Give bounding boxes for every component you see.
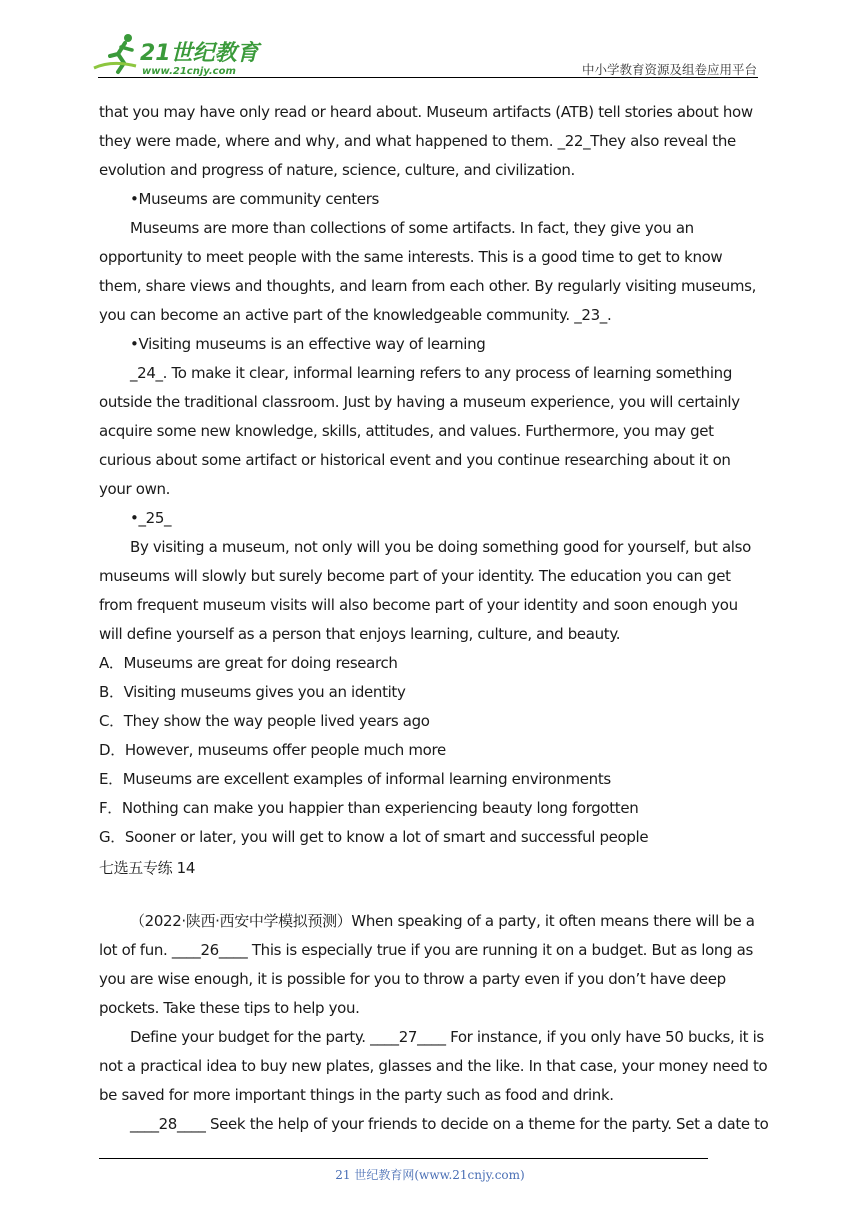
text-line: curious about some artifact or historical event and you continue researching about it on (99, 451, 731, 469)
text-line: _24_. To make it clear, informal learning refers to any process of learning something (130, 364, 732, 382)
option-d: D．However, museums offer people much more (99, 741, 446, 759)
spacer (99, 885, 767, 907)
text-line: you are wise enough, it is possible for you to throw a party even if you don’t have deep (99, 970, 726, 988)
section-heading: •_25_ (130, 509, 172, 527)
text-line: （2022·陕西·西安中学模拟预测）When speaking of a party, it often means there will be a (130, 912, 755, 930)
text-line: opportunity to meet people with the same interests. This is a good time to get to know (99, 248, 723, 266)
text-line: your own. (99, 480, 171, 498)
text-line: them, share views and thoughts, and learn from each other. By regularly visiting museums, (99, 277, 757, 295)
footer-divider (99, 1158, 708, 1159)
header-divider (98, 77, 758, 78)
text-line: that you may have only read or heard about. Museum artifacts (ATB) tell stories about how (99, 103, 753, 121)
page-footer: 21 世纪教育网(www.21cnjy.com) (335, 1168, 525, 1182)
option-e: E．Museums are excellent examples of informal learning environments (99, 770, 611, 788)
running-figure-icon (94, 34, 136, 72)
option-b: B．Visiting museums gives you an identity (99, 683, 406, 701)
text-line: you can become an active part of the knowledgeable community. _23_. (99, 306, 612, 324)
text-line: Museums are more than collections of some artifacts. In fact, they give you an (130, 219, 694, 237)
text-line: pockets. Take these tips to help you. (99, 999, 360, 1017)
page-header (0, 0, 860, 80)
option-f: F．Nothing can make you happier than experiencing beauty long forgotten (99, 799, 639, 817)
document-body (99, 98, 767, 1139)
text-line: they were made, where and why, and what happened to them. _22_They also reveal the (99, 132, 736, 150)
section-heading: •Visiting museums is an effective way of learning (130, 335, 486, 353)
text-line: will define yourself as a person that enjoys learning, culture, and beauty. (99, 625, 621, 643)
logo (92, 30, 262, 78)
text-line: be saved for more important things in the party such as food and drink. (99, 1086, 614, 1104)
option-g: G．Sooner or later, you will get to know a lot of smart and successful people (99, 828, 649, 846)
text-line: not a practical idea to buy new plates, glasses and the like. In that case, your money need to (99, 1057, 768, 1075)
logo-text: 21世纪教育 (140, 41, 259, 66)
text-line: museums will slowly but surely become part of your identity. The education you can get (99, 567, 731, 585)
option-c: C．They show the way people lived years ago (99, 712, 430, 730)
text-line: acquire some new knowledge, skills, attitudes, and values. Furthermore, you may get (99, 422, 714, 440)
text-line: Define your budget for the party. ____27____ For instance, if you only have 50 bucks, it is (130, 1028, 764, 1046)
text-line: ____28____ Seek the help of your friends to decide on a theme for the party. Set a date to (130, 1115, 769, 1133)
section-title: 七选五专练 14 (99, 859, 196, 877)
text-line: By visiting a museum, not only will you be doing something good for yourself, but also (130, 538, 751, 556)
logo-url: www.21cnjy.com (142, 66, 236, 77)
option-a: A．Museums are great for doing research (99, 654, 398, 672)
text-line: from frequent museum visits will also become part of your identity and soon enough you (99, 596, 738, 614)
section-heading: •Museums are community centers (130, 190, 379, 208)
text-line: lot of fun. ____26____ This is especially true if you are running it on a budget. But as long as (99, 941, 753, 959)
platform-name: 中小学教育资源及组卷应用平台 (581, 62, 757, 77)
text-line: evolution and progress of nature, science, culture, and civilization. (99, 161, 575, 179)
text-line: outside the traditional classroom. Just by having a museum experience, you will certainly (99, 393, 740, 411)
